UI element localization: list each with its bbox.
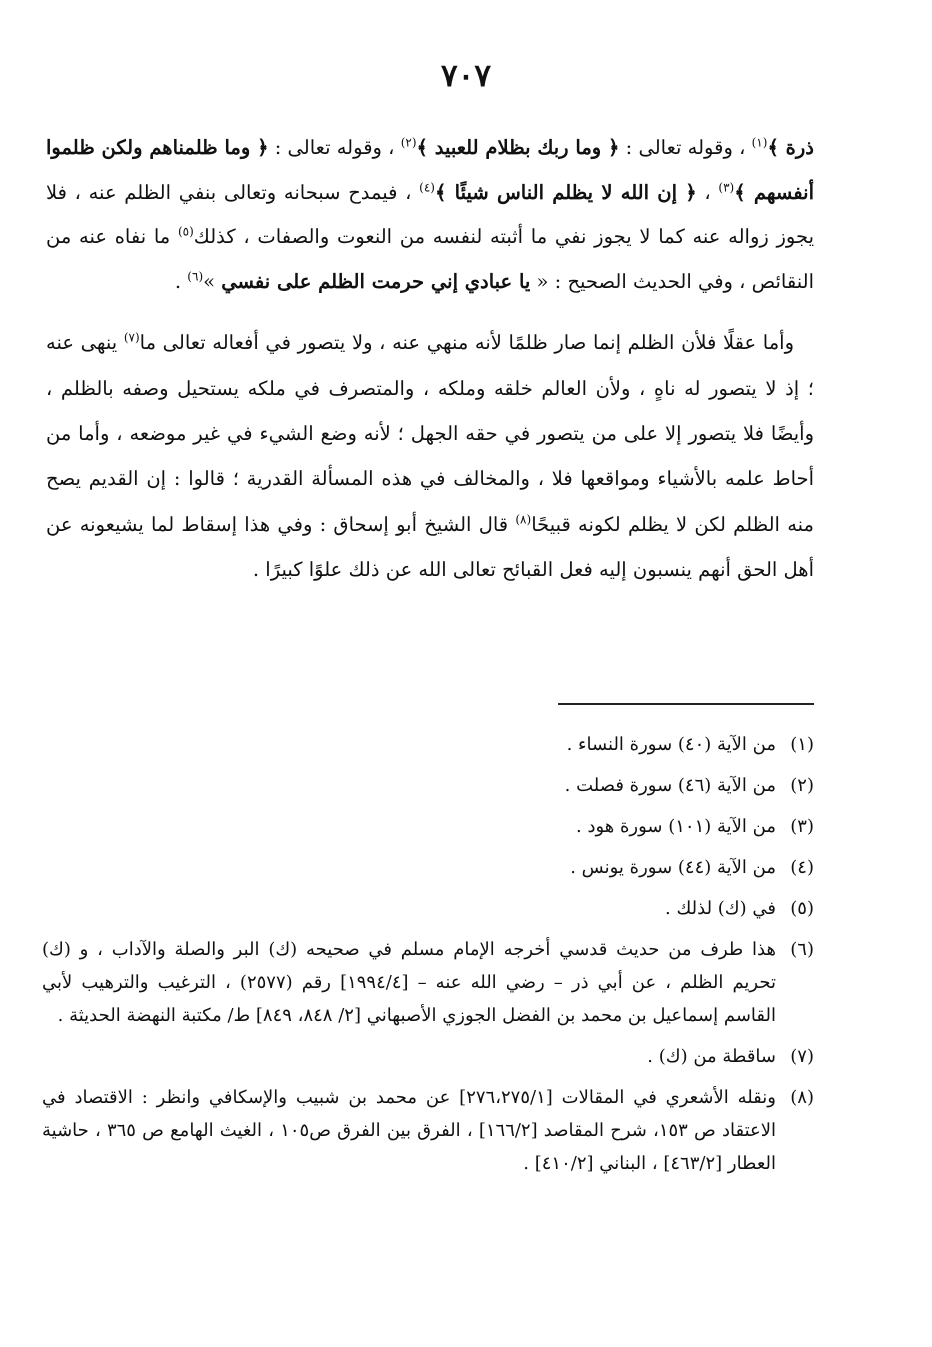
- footnote-text: ساقطة من (ك) .: [647, 1046, 776, 1067]
- footnote-text: هذا طرف من حديث قدسي أخرجه الإمام مسلم في صحيحه (ك) البر والصلة والآداب ، و (ك) تحريم الظلم ، عن أبي ذر – رضي الله عنه – [١٩٩٤/٤] رقم (٢٥٧٧) ، الترغيب والترهيب لأبي القاسم إسماعيل بن محمد بن الفضل الجوزي الأصبهاني [٢/ ٨٤٨، ٨٤٩] ط/ مكتبة النهضة الحديثة .: [42, 939, 776, 1026]
- footnote-item: [42, 1036, 814, 1077]
- footnote-text: من الآية (٤٦) سورة فصلت .: [564, 775, 776, 796]
- footnote-item: [42, 929, 814, 1036]
- footnote-ref-2: (٢): [400, 135, 417, 150]
- footnote-ref-3: (٣): [718, 180, 735, 195]
- footnote-marker: (٣): [790, 816, 814, 837]
- text-segment: .: [174, 269, 188, 293]
- hadith-quote: يا عبادي إني حرمت الظلم على نفسي: [221, 269, 531, 293]
- paragraph-1: [46, 126, 814, 304]
- text-segment: وأما عقلًا فلأن الظلم إنما صار ظلمًا لأنه منهي عنه ، ولا يتصور في أفعاله تعالى ما: [139, 331, 794, 355]
- footnote-ref-4: (٤): [419, 180, 435, 195]
- text-segment: ، فيمدح سبحانه وتعالى بنفي الظلم عنه ، فلا يجوز زواله عنه كما لا يجوز نفي ما أثبته لنفسه من النعوت والصفات ، كذلك: [46, 180, 814, 249]
- footnote-item: [42, 806, 814, 847]
- footnote-marker: (٥): [790, 898, 814, 919]
- footnote-item: [42, 724, 814, 765]
- quran-verse: ﴿ وما ربك بظلام للعبيد ﴾: [416, 136, 620, 159]
- footnote-marker: (١): [790, 734, 814, 755]
- footnote-marker: (٨): [790, 1087, 814, 1108]
- text-segment: ،: [696, 180, 719, 204]
- text-segment: »: [203, 269, 222, 293]
- footnotes: [42, 724, 814, 1184]
- text-segment: ما نفاه عنه من النقائص ، وفي الحديث الصحيح : «: [46, 225, 814, 293]
- text-segment: ، وقوله تعالى :: [619, 136, 752, 159]
- paragraph-2: [46, 320, 814, 592]
- verse-end-fragment: ذرة ﴾: [767, 136, 814, 159]
- quran-verse: ﴿ وما ظلمناهم ولكن ظلموا أنفسهم ﴾: [46, 136, 814, 204]
- footnote-item: [42, 1077, 814, 1184]
- footnote-marker: (٤): [790, 857, 814, 878]
- footnote-text: من الآية (٤٤) سورة يونس .: [570, 857, 776, 878]
- footnote-text: ونقله الأشعري في المقالات [٢٧٦،٢٧٥/١] عن محمد بن شبيب والإسكافي وانظر : الاقتصاد في الاعتقاد ص ١٥٣، شرح المقاصد [١٦٦/٢] ، الفرق بين الفرق ص١٠٥ ، الغيث الهامع ص ٣٦٥ ، حاشية العطار [٤٦٣/٢] ، البناني [٤١٠/٢] .: [42, 1087, 777, 1174]
- footnote-ref-8: (٨): [515, 512, 532, 527]
- text-segment: ، وقوله تعالى :: [268, 136, 401, 159]
- footnote-ref-6: (٦): [187, 269, 204, 284]
- footnote-ref-7: (٧): [123, 330, 140, 345]
- footnote-item: [42, 847, 814, 888]
- footnote-ref-1: (١): [751, 135, 768, 150]
- footnote-marker: (٦): [790, 939, 814, 960]
- footnote-text: في (ك) لذلك .: [665, 898, 776, 919]
- footnote-divider: [558, 703, 814, 705]
- text-segment: ينهى عنه ؛ إذ لا يتصور له ناهٍ ، ولأن العالم خلقه وملكه ، والمتصرف في ملكه يستحيل وصفه بالظلم ، وأيضًا فلا يتصور إلا على من يتصور في حقه الجهل ؛ لأنه وضع الشيء في غير موضعه ، وأما من أحاط علمه بالأشياء ومواقعها فلا ، والمخالف في هذه المسألة القدرية ؛ قالوا : إن القديم يصح منه الظلم لكن لا يظلم لكونه قبيحًا: [46, 331, 814, 536]
- main-text: [46, 126, 814, 592]
- footnote-marker: (٢): [790, 775, 814, 796]
- footnote-item: [42, 765, 814, 806]
- footnote-text: من الآية (١٠١) سورة هود .: [576, 816, 776, 837]
- quran-verse: ﴿ إن الله لا يظلم الناس شيئًا ﴾: [434, 180, 697, 204]
- footnote-text: من الآية (٤٠) سورة النساء .: [566, 734, 776, 755]
- footnote-marker: (٧): [790, 1046, 814, 1067]
- footnote-ref-5: (٥): [177, 224, 194, 239]
- footnote-item: [42, 888, 814, 929]
- text-segment: قال الشيخ أبو إسحاق : وفي هذا إسقاط لما يشيعونه عن أهل الحق أنهم ينسبون إليه فعل القبائح تعالى الله عن ذلك علوًا كبيرًا .: [46, 512, 814, 581]
- page-number: ٧٠٧: [441, 58, 491, 94]
